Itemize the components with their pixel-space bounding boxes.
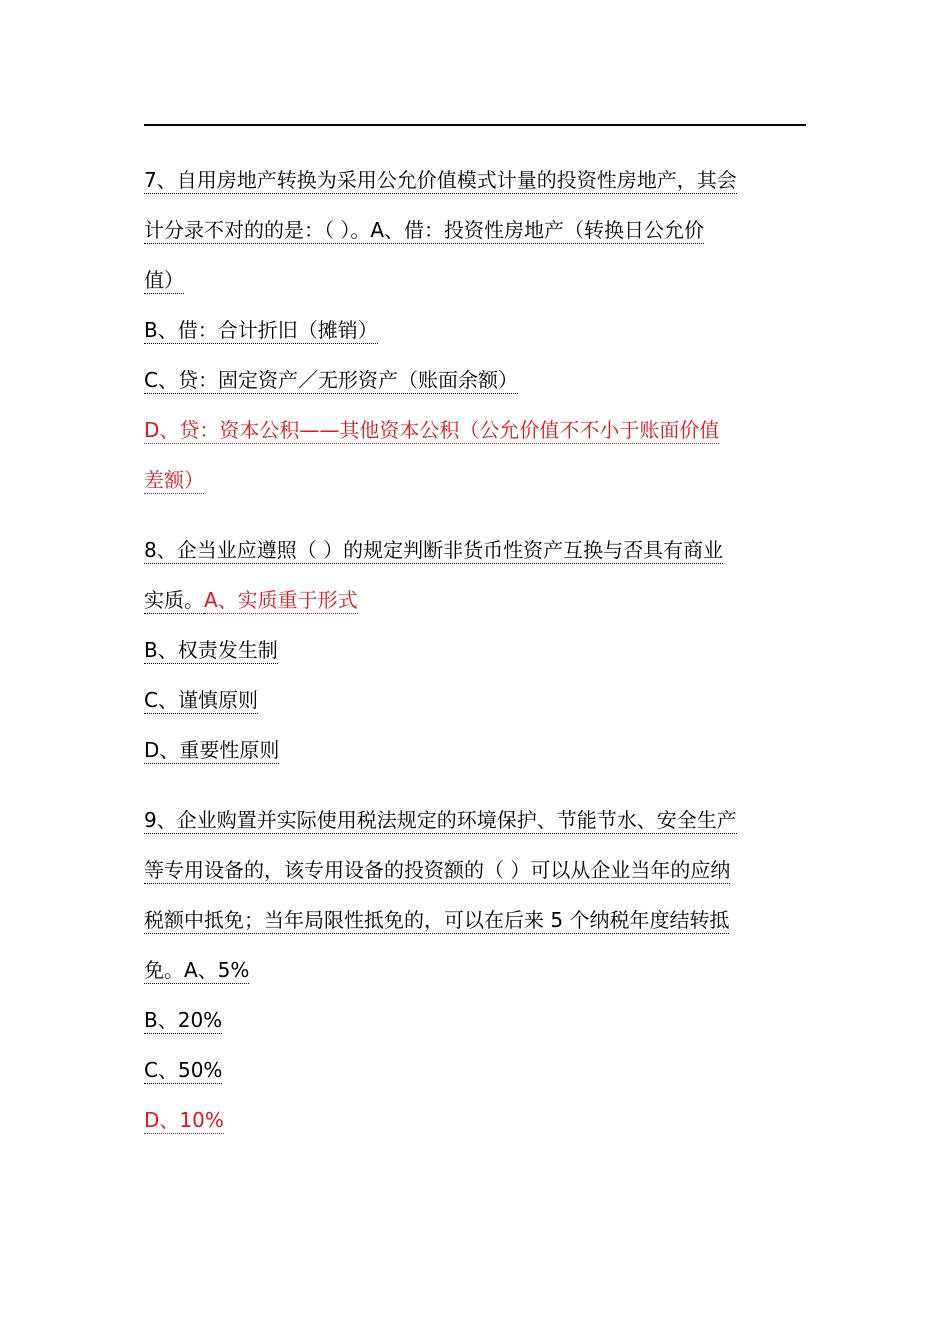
question-7-option-c: C、贷：固定资产／无形资产（账面余额） xyxy=(144,368,518,392)
question-9-option-c: C、50% xyxy=(144,1058,223,1082)
question-8-option-c: C、谨慎原则 xyxy=(144,688,258,712)
question-8 xyxy=(144,530,806,780)
header-rule xyxy=(144,124,806,126)
question-7-option-d-answer-cont: 差额） xyxy=(144,468,204,492)
question-9-option-b: B、20% xyxy=(144,1008,223,1032)
question-9-option-d-answer: D、10% xyxy=(144,1108,224,1132)
question-7-line-2: 计分录不对的的是：（ ）。A、借：投资性房地产（转换日公允价 xyxy=(144,218,705,242)
question-7-line-3: 值） xyxy=(144,268,184,292)
question-7 xyxy=(144,160,806,510)
question-spacer xyxy=(144,780,806,800)
question-7-option-d-answer: D、贷：资本公积——其他资本公积（公允价值不不小于账面价值 xyxy=(144,418,720,442)
question-8-option-d: D、重要性原则 xyxy=(144,738,280,762)
question-9-line-1: 9、企业购置并实际使用税法规定的环境保护、节能节水、安全生产 xyxy=(144,808,737,832)
question-list xyxy=(144,160,806,1150)
question-7-line-1: 7、自用房地产转换为采用公允价值模式计量的投资性房地产，其会 xyxy=(144,168,737,192)
question-8-option-b: B、权责发生制 xyxy=(144,638,278,662)
question-7-option-b: B、借：合计折旧（摊销） xyxy=(144,318,378,342)
question-8-line-1: 8、企当业应遵照（ ）的规定判断非货币性资产互换与否具有商业 xyxy=(144,538,724,562)
question-9-line-2: 等专用设备的，该专用设备的投资额的（ ）可以从企业当年的应纳 xyxy=(144,858,731,882)
question-9 xyxy=(144,800,806,1150)
question-8-option-a-answer: A、实质重于形式 xyxy=(204,588,358,612)
question-spacer xyxy=(144,510,806,530)
question-8-line-2: 实质。A、实质重于形式 xyxy=(144,588,358,612)
question-9-line-4: 免。A、5% xyxy=(144,958,250,982)
question-9-line-3: 税额中抵免；当年局限性抵免的，可以在后来 5 个纳税年度结转抵 xyxy=(144,908,730,932)
